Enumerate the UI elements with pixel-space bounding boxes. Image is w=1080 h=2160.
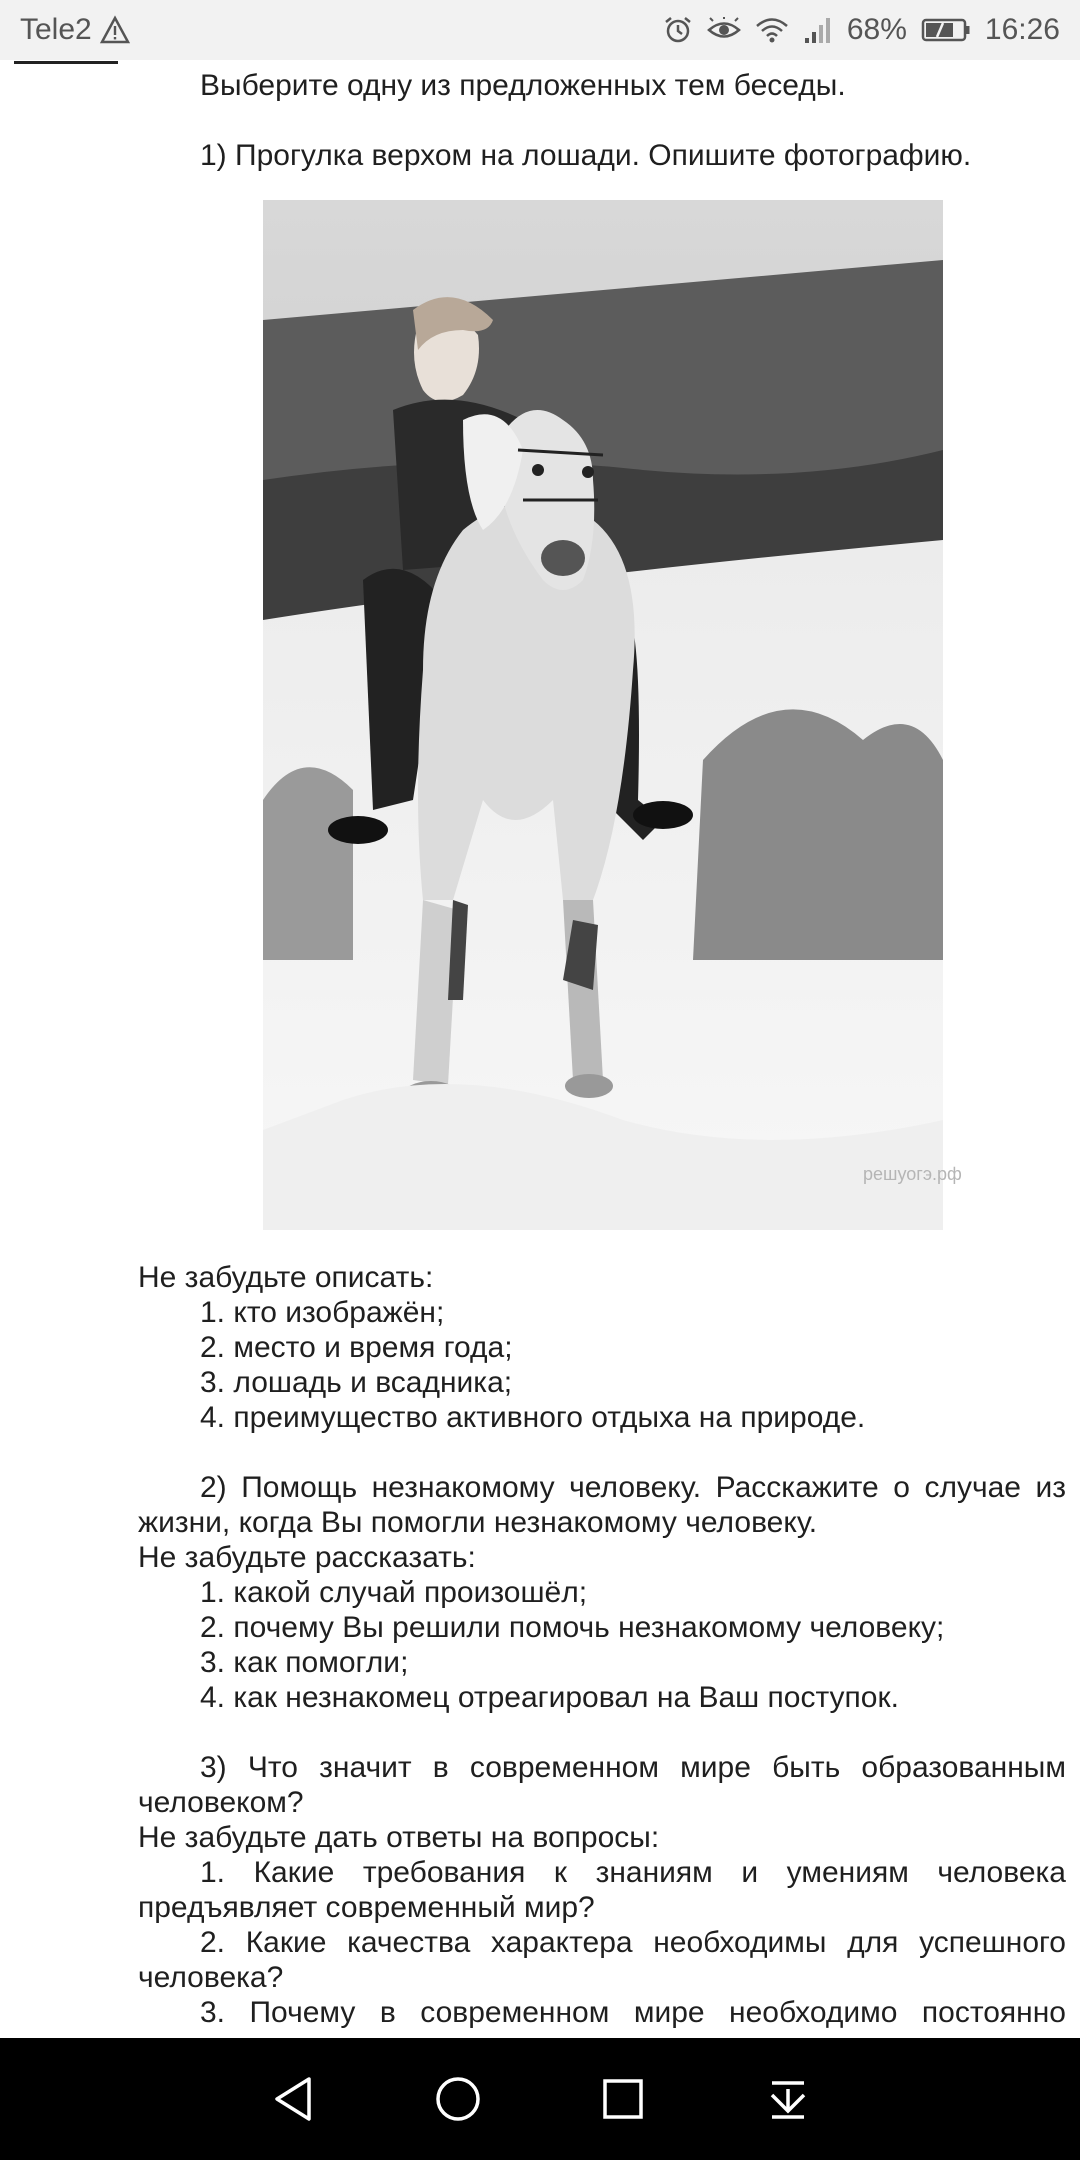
recents-button[interactable]	[583, 2059, 663, 2139]
article-content	[0, 60, 1080, 2038]
warning-icon	[100, 16, 130, 44]
alarm-icon	[663, 15, 693, 45]
topic3-question-1-line2: предъявляет современный мир?	[138, 1891, 595, 1924]
topic2-title-line2: жизни, когда Вы помогли незнакомому человеку.	[138, 1506, 818, 1539]
topic3-question-2-line2: человека?	[138, 1961, 284, 1994]
topic3-title-line1: 3) Что значит в современном мире быть образованным	[200, 1751, 1066, 1784]
topic1-item-1: 1. кто изображён;	[200, 1296, 445, 1329]
battery-percent: 68%	[846, 13, 907, 46]
topic3-question-2-line1: 2. Какие качества характера необходимы для успешного	[200, 1926, 1066, 1959]
back-button[interactable]	[253, 2059, 333, 2139]
topic1-item-3: 3. лошадь и всадника;	[200, 1366, 513, 1399]
topic3-question-1-line1: 1. Какие требования к знаниям и умениям человека	[200, 1856, 1066, 1889]
home-button[interactable]	[418, 2059, 498, 2139]
topic1-remember: Не забудьте описать:	[138, 1261, 434, 1294]
signal-icon	[803, 16, 833, 44]
intro-text: Выберите одну из предложенных тем беседы.	[200, 69, 846, 102]
photo-watermark: решуогэ.рф	[863, 1164, 962, 1184]
horse-riding-photo	[263, 200, 962, 1230]
topic2-title-line1: 2) Помощь незнакомому человеку. Расскажите о случае из	[200, 1471, 1066, 1504]
navigation-bar	[0, 2038, 1080, 2160]
topic1-item-2: 2. место и время года;	[200, 1331, 513, 1364]
notifications-icon	[766, 2077, 810, 2121]
eye-icon	[707, 17, 741, 43]
topic1-title: 1) Прогулка верхом на лошади. Опишите фотографию.	[200, 139, 972, 172]
home-icon	[434, 2075, 482, 2123]
topic2-remember: Не забудьте рассказать:	[138, 1541, 476, 1574]
back-icon	[271, 2075, 315, 2123]
topic2-item-2: 2. почему Вы решили помочь незнакомому человеку;	[200, 1611, 945, 1644]
topic3-remember: Не забудьте дать ответы на вопросы:	[138, 1821, 660, 1854]
topic3-title-line2: человеком?	[138, 1786, 304, 1819]
topic2-item-1: 1. какой случай произошёл;	[200, 1576, 588, 1609]
topic2-item-4: 4. как незнакомец отреагировал на Ваш поступок.	[200, 1681, 899, 1714]
recents-icon	[601, 2077, 645, 2121]
topic2-item-3: 3. как помогли;	[200, 1646, 409, 1679]
clock: 16:26	[984, 13, 1060, 46]
notifications-button[interactable]	[748, 2059, 828, 2139]
battery-icon	[921, 17, 971, 43]
status-bar	[0, 0, 1080, 60]
wifi-icon	[755, 16, 789, 44]
topic3-question-3-line1: 3. Почему в современном мире необходимо постоянно	[200, 1996, 1066, 2029]
carrier-name: Tele2	[20, 13, 92, 46]
topic1-item-4: 4. преимущество активного отдыха на природе.	[200, 1401, 866, 1434]
